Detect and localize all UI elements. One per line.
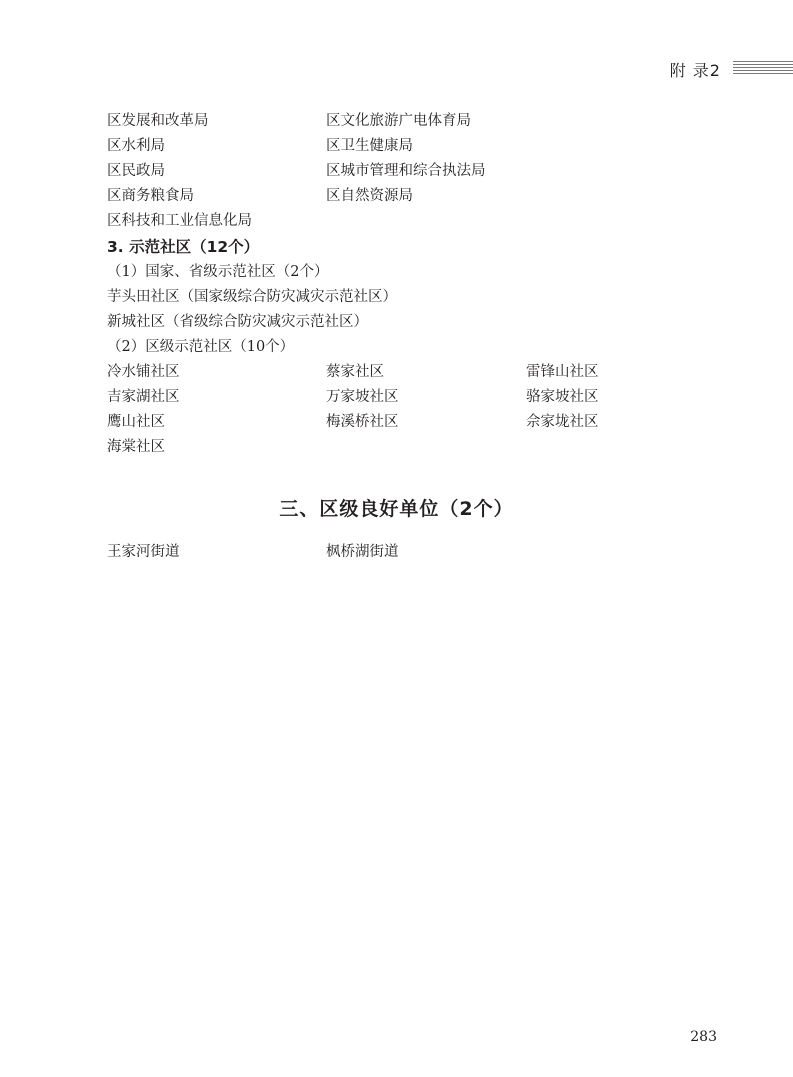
community-item: 骆家坡社区	[526, 389, 599, 405]
community-item: 雷锋山社区	[526, 364, 599, 380]
department-row	[107, 112, 667, 137]
header-decorative-rules	[733, 61, 793, 77]
group-heading: （2）区级示范社区（10个）	[107, 339, 295, 355]
community-item: 吉家湖社区	[107, 389, 180, 405]
content-block	[107, 112, 667, 463]
page-number: 283	[690, 1029, 717, 1045]
unit-row	[107, 543, 667, 568]
community-item: 芋头田社区（国家级综合防灾减灾示范社区）	[107, 289, 397, 305]
unit-item: 王家河街道	[107, 544, 180, 560]
community-item: 冷水铺社区	[107, 364, 180, 380]
community-row	[107, 413, 667, 438]
community-item: 新城社区（省级综合防灾减灾示范社区）	[107, 314, 368, 330]
community-item: 梅溪桥社区	[326, 414, 399, 430]
department-row	[107, 162, 667, 187]
community-item: 万家坡社区	[326, 389, 399, 405]
group-heading: （1）国家、省级示范社区（2个）	[107, 264, 329, 280]
community-item: 佘家垅社区	[526, 414, 599, 430]
community-item: 鹰山社区	[107, 414, 165, 430]
department-item: 区民政局	[107, 163, 165, 179]
community-row	[107, 388, 667, 413]
community-item: 蔡家社区	[326, 364, 384, 380]
department-item: 区卫生健康局	[326, 138, 413, 154]
department-item: 区科技和工业信息化局	[107, 213, 252, 229]
department-item: 区自然资源局	[326, 188, 413, 204]
department-item: 区文化旅游广电体育局	[326, 113, 471, 129]
department-item: 区水利局	[107, 138, 165, 154]
header-label: 附 录2	[669, 61, 721, 80]
community-row	[107, 363, 667, 388]
unit-item: 枫桥湖街道	[326, 544, 399, 560]
department-row	[107, 187, 667, 212]
section-title: 三、区级良好单位（2个）	[279, 498, 514, 520]
department-row	[107, 137, 667, 162]
community-row	[107, 438, 667, 463]
department-row	[107, 212, 667, 237]
department-item: 区发展和改革局	[107, 113, 209, 129]
section-items	[107, 543, 667, 568]
department-item: 区商务粮食局	[107, 188, 194, 204]
community-item: 海棠社区	[107, 439, 165, 455]
subsection-heading: 3. 示范社区（12个）	[107, 238, 260, 256]
running-header	[0, 58, 793, 82]
department-item: 区城市管理和综合执法局	[326, 163, 486, 179]
